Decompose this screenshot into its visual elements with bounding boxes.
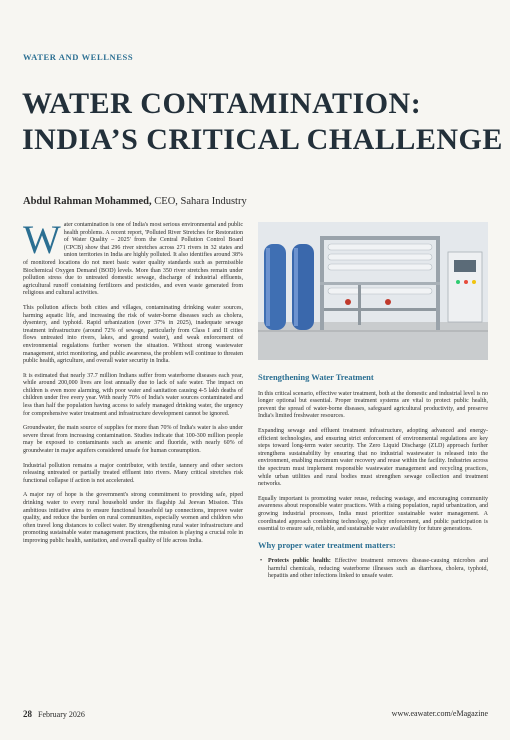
- bullet-item: • Protects public health: Effective treatment removes disease-causing microbes and harmful chemicals, reducing waterborne illnesses such as diarrhoea, cholera, typhoid, hepatitis and other infections linked to unsafe water.: [258, 558, 488, 581]
- left-column: [23, 217, 243, 553]
- section-label: WATER AND WELLNESS: [23, 52, 134, 62]
- paragraph: This pollution affects both cities and villages, contaminating drinking water sources, harming aquatic life, and increasing the risk of water-borne diseases such as cholera, dysentery, and typhoid. Rapid urbanization (over 37% in 2025), inadequate sewage treatment infrastructure (around 72% of sewage, particularly from Class I and II cities flows untreated into rivers, lakes, and ground water), and weak enforcement of environmental regulations further worsen the situation. Without strong wastewater management, strict monitoring, and public awareness, the problem will continue to threaten public health, agriculture, and overall water security in India.: [23, 304, 243, 365]
- paragraph: Industrial pollution remains a major contributor, with textile, tannery and other sectors releasing untreated or partially treated effluent into rivers. Many critical stretches risk functional collapse if action is not accelerated.: [23, 462, 243, 484]
- dropcap: W: [23, 217, 61, 262]
- subheading-strengthening: Strengthening Water Treatment: [258, 372, 374, 382]
- paragraph: It is estimated that nearly 37.7 million Indians suffer from waterborne diseases each year, while around 200,000 lives are lost annually due to lack of safe water. The impact on children is even more alarming, with poor water and sanitation causing 4-5 lakh deaths of children under five every year. With nearly 70% of India's water sources contaminated and less than half the population having access to safely managed drinking water, the urgency for comprehensive water treatment and infrastructure development cannot be ignored.: [23, 372, 243, 417]
- byline: [23, 196, 247, 207]
- headline-line-1: WATER CONTAMINATION:: [22, 87, 422, 120]
- paragraph: A major ray of hope is the government's strong commitment to providing safe, piped drinking water to every rural household under its flagship Jal Jeevan Mission. This ambitious initiative aims to ensure functional household tap connections, improve water quality, and reduce the burden on rural communities, especially women and children who often travel long distances to collect water. By strengthening rural water infrastructure and promoting sustainable water management practices, the mission is playing a crucial role in improving public health, sanitation, and overall quality of life across India.: [23, 492, 243, 544]
- footer-url: www.eawater.com/eMagazine: [391, 709, 488, 718]
- footer-page-info: [23, 709, 85, 719]
- paragraph: In this critical scenario, effective water treatment, both at the domestic and industrial level is no longer optional but essential. Proper treatment systems are vital to protect public health, prevent the spread of water-borne diseases, safeguard agricultural productivity, and preserve India's limited freshwater resources.: [258, 390, 488, 420]
- paragraph: Expanding sewage and effluent treatment infrastructure, adopting advanced and energy-efficient technologies, and ensuring strict enforcement of environmental regulations are key steps toward long-term water security. The Zero Liquid Discharge (ZLD) approach further strengthens sustainability by ensuring that no industrial wastewater is released into the environment, enabling maximum water recovery and reuse within the facility. Industries across the spectrum must implement responsible wastewater management and recycling practices, while urban utilities and rural bodies must strengthen sewage collection and treatment networks.: [258, 427, 488, 488]
- page-number: 28: [23, 709, 32, 719]
- author-role: CEO, Sahara Industry: [151, 196, 247, 207]
- subheading-why-treatment: Why proper water treatment matters:: [258, 539, 396, 550]
- right-column: [258, 374, 488, 588]
- issue-date: February 2026: [38, 710, 85, 719]
- headline-line-2: INDIA’S CRITICAL CHALLENGE: [22, 123, 503, 156]
- water-treatment-plant-illustration: [258, 222, 488, 360]
- headline: [22, 86, 503, 158]
- paragraph: Groundwater, the main source of supplies for more than 70% of India's water is also under severe threat from increasing contamination. Studies indicate that 100-300 million people may be exposed to contaminants such as arsenic and fluoride, with nearly 60% of groundwater in major aquifers considered unsafe for human consumption.: [23, 425, 243, 455]
- paragraph-intro: Water contamination is one of India's most serious environmental and public health problems. A recent report, 'Polluted River Stretches for Restoration of Water Quality – 2025' from the Central Pollution Control Board (CPCB) show that 296 river stretches across 271 rivers in 32 states and union territories in India are highly polluted. It also identifies around 38% of monitored locations do not meet basic water quality standards such as permissible Biochemical Oxygen Demand (BOD) levels. More than 350 river stretches remain under pollution stress due to untreated domestic sewage, discharge of industrial effluents, agricultural runoff containing fertilizers and pesticides, and even waste generated from religious and cultural activities.: [23, 217, 243, 297]
- author-name: Abdul Rahman Mohammed,: [23, 196, 152, 207]
- water-treatment-plant-photo: [258, 222, 488, 360]
- paragraph: Equally important is promoting water reuse, reducing wastage, and encouraging community awareness about responsible water practices. With a rising population, rapid urbanization, and growing industrial processes, India must prioritize sustainable water management. A coordinated approach combining technology, policy enforcement, and public participation is essential to ensure safe, reliable, and sustainable water availability for future generations.: [258, 495, 488, 533]
